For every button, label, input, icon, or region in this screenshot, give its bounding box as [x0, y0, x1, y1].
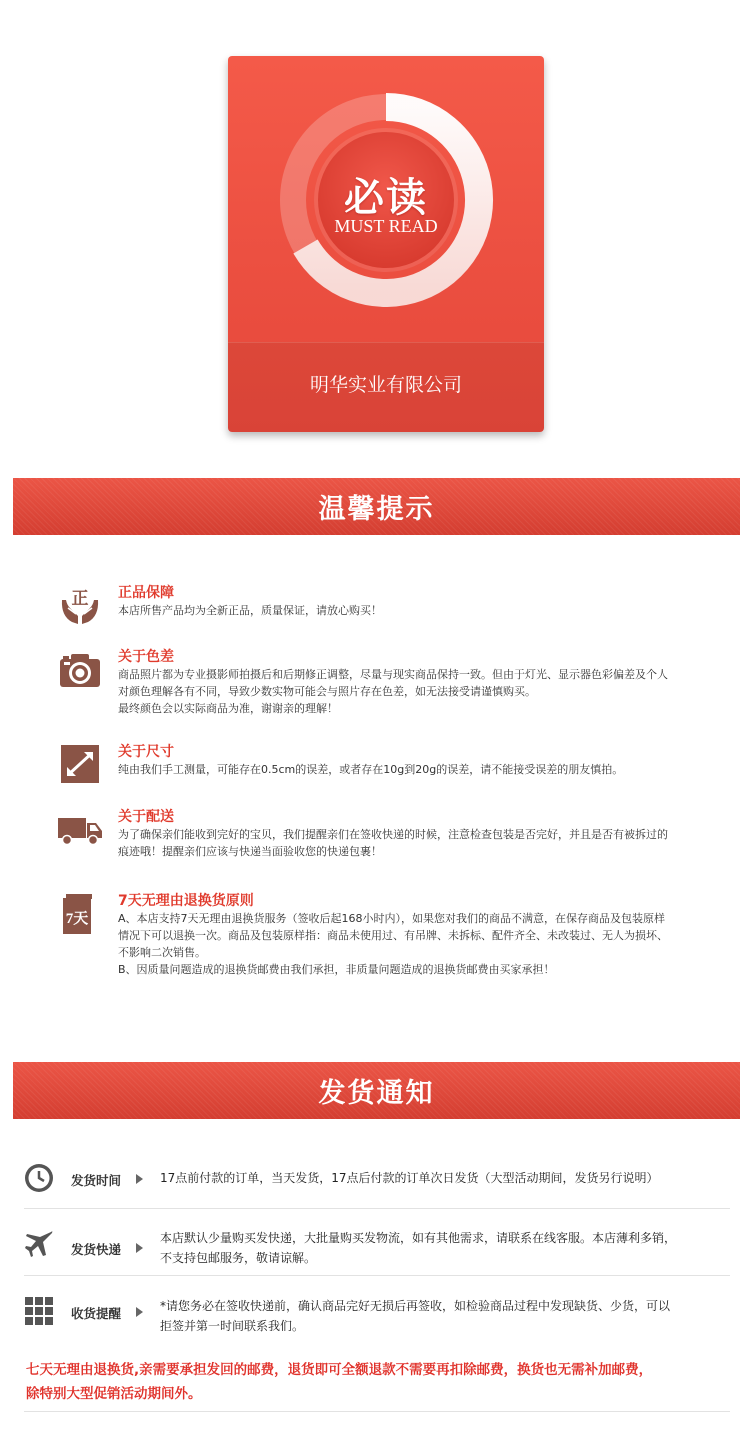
- delivery-truck-icon: [58, 810, 102, 850]
- divider: [24, 1208, 730, 1209]
- notice-line: 最终颜色会以实际商品为准，谢谢亲的理解！: [118, 702, 338, 715]
- return-shipping-note: [26, 1358, 726, 1406]
- notice-body: [118, 761, 728, 778]
- company-name: 明华实业有限公司: [309, 374, 462, 396]
- calendar-label: 7天: [65, 911, 89, 927]
- notice-line: 本店所售产品均为全新正品，质量保证，请放心购买！: [118, 604, 382, 617]
- shipping-line: 17点前付款的订单，当天发货，17点后付款的订单次日发货（大型活动期间，发货另行说明）: [160, 1171, 659, 1185]
- shipping-label: 发货时间: [71, 1173, 122, 1188]
- shipping-label: 发货快递: [71, 1242, 122, 1257]
- note-line: 除特别大型促销活动期间外。: [26, 1386, 202, 1402]
- notice-line: 商品照片都为专业摄影师拍摄后和后期修正调整，尽量与现实商品保持一致。但由于灯光、显示器色彩偏差及个人: [118, 668, 668, 681]
- notice-line: B、因质量问题造成的退换货邮费由我们承担，非质量问题造成的退换货邮费由买家承担！: [118, 963, 555, 976]
- notice-body: [118, 666, 728, 717]
- must-read-card: [228, 56, 544, 432]
- shipping-line: 拒签并第一时间联系我们。: [160, 1319, 305, 1333]
- tips-banner: [13, 478, 740, 535]
- shipping-label: 收货提醒: [71, 1306, 122, 1321]
- notice-line: 对颜色理解各有不同，导致少数实物可能会与照片存在色差，如无法接受请谨慎购买。: [118, 685, 536, 698]
- notice-title: 关于尺寸: [118, 744, 174, 760]
- airplane-icon: [24, 1229, 54, 1259]
- must-read-subtitle: MUST READ: [334, 216, 438, 236]
- notice-line: A、本店支持7天无理由退换货服务（签收后起168小时内），如果您对我们的商品不满意，在保存商品及包装原样: [118, 912, 666, 925]
- notice-body: [118, 826, 728, 860]
- notice-body: [118, 910, 728, 978]
- notice-title: 7天无理由退换货原则: [118, 893, 254, 909]
- shipping-line: 本店默认少量购买发快递，大批量购买发物流，如有其他需求，请联系在线客服。本店薄利多销，: [160, 1231, 677, 1245]
- notice-title: 关于色差: [118, 649, 174, 665]
- notice-line: 为了确保亲们能收到完好的宝贝，我们提醒亲们在签收快递的时候，注意检查包装是否完好，并且是否有被拆过的: [118, 828, 668, 841]
- shipping-text: [160, 1228, 730, 1268]
- clock-icon: [24, 1163, 54, 1193]
- notice-line: 痕迹哦！提醒亲们应该与快递当面验收您的快递包裹！: [118, 845, 382, 858]
- resize-arrow-icon: [58, 745, 102, 785]
- grid-icon: [24, 1296, 54, 1326]
- note-line: 七天无理由退换货,亲需要承担发回的邮费，退货即可全额退款不需要再扣除邮费，换货也无需补加邮费，: [26, 1362, 653, 1378]
- shipping-banner: [13, 1062, 740, 1119]
- notice-line: 情况下可以退换一次。商品及包装原样指：商品未使用过、有吊牌、未拆标、配件齐全、未改装过、无人为损坏、: [118, 929, 668, 942]
- arrow-right-icon: [136, 1307, 143, 1317]
- tips-banner-title: 温馨提示: [318, 494, 435, 525]
- shipping-text: [160, 1168, 730, 1188]
- arrow-right-icon: [136, 1243, 143, 1253]
- seven-day-calendar-icon: [58, 894, 102, 934]
- notice-line: 不影响二次销售。: [118, 946, 206, 959]
- divider: [24, 1411, 730, 1412]
- notice-body: [118, 602, 728, 619]
- svg-text:正: 正: [71, 589, 89, 609]
- shipping-line: *请您务必在签收快递前，确认商品完好无损后再签收，如检验商品过程中发现缺货、少货，可以: [160, 1299, 671, 1313]
- notice-title: 正品保障: [118, 585, 174, 601]
- shipping-text: [160, 1296, 730, 1336]
- shipping-banner-title: 发货通知: [318, 1078, 435, 1109]
- must-read-title: 必读: [344, 175, 428, 221]
- notice-line: 纯由我们手工测量，可能存在0.5cm的误差，或者存在10g到20g的误差，请不能接受误差的朋友慎拍。: [118, 763, 624, 776]
- arrow-right-icon: [136, 1174, 143, 1184]
- genuine-hands-icon: [58, 586, 102, 626]
- shipping-line: 不支持包邮服务，敬请谅解。: [160, 1251, 317, 1265]
- camera-icon: [58, 650, 102, 690]
- notice-title: 关于配送: [118, 809, 174, 825]
- divider: [24, 1275, 730, 1276]
